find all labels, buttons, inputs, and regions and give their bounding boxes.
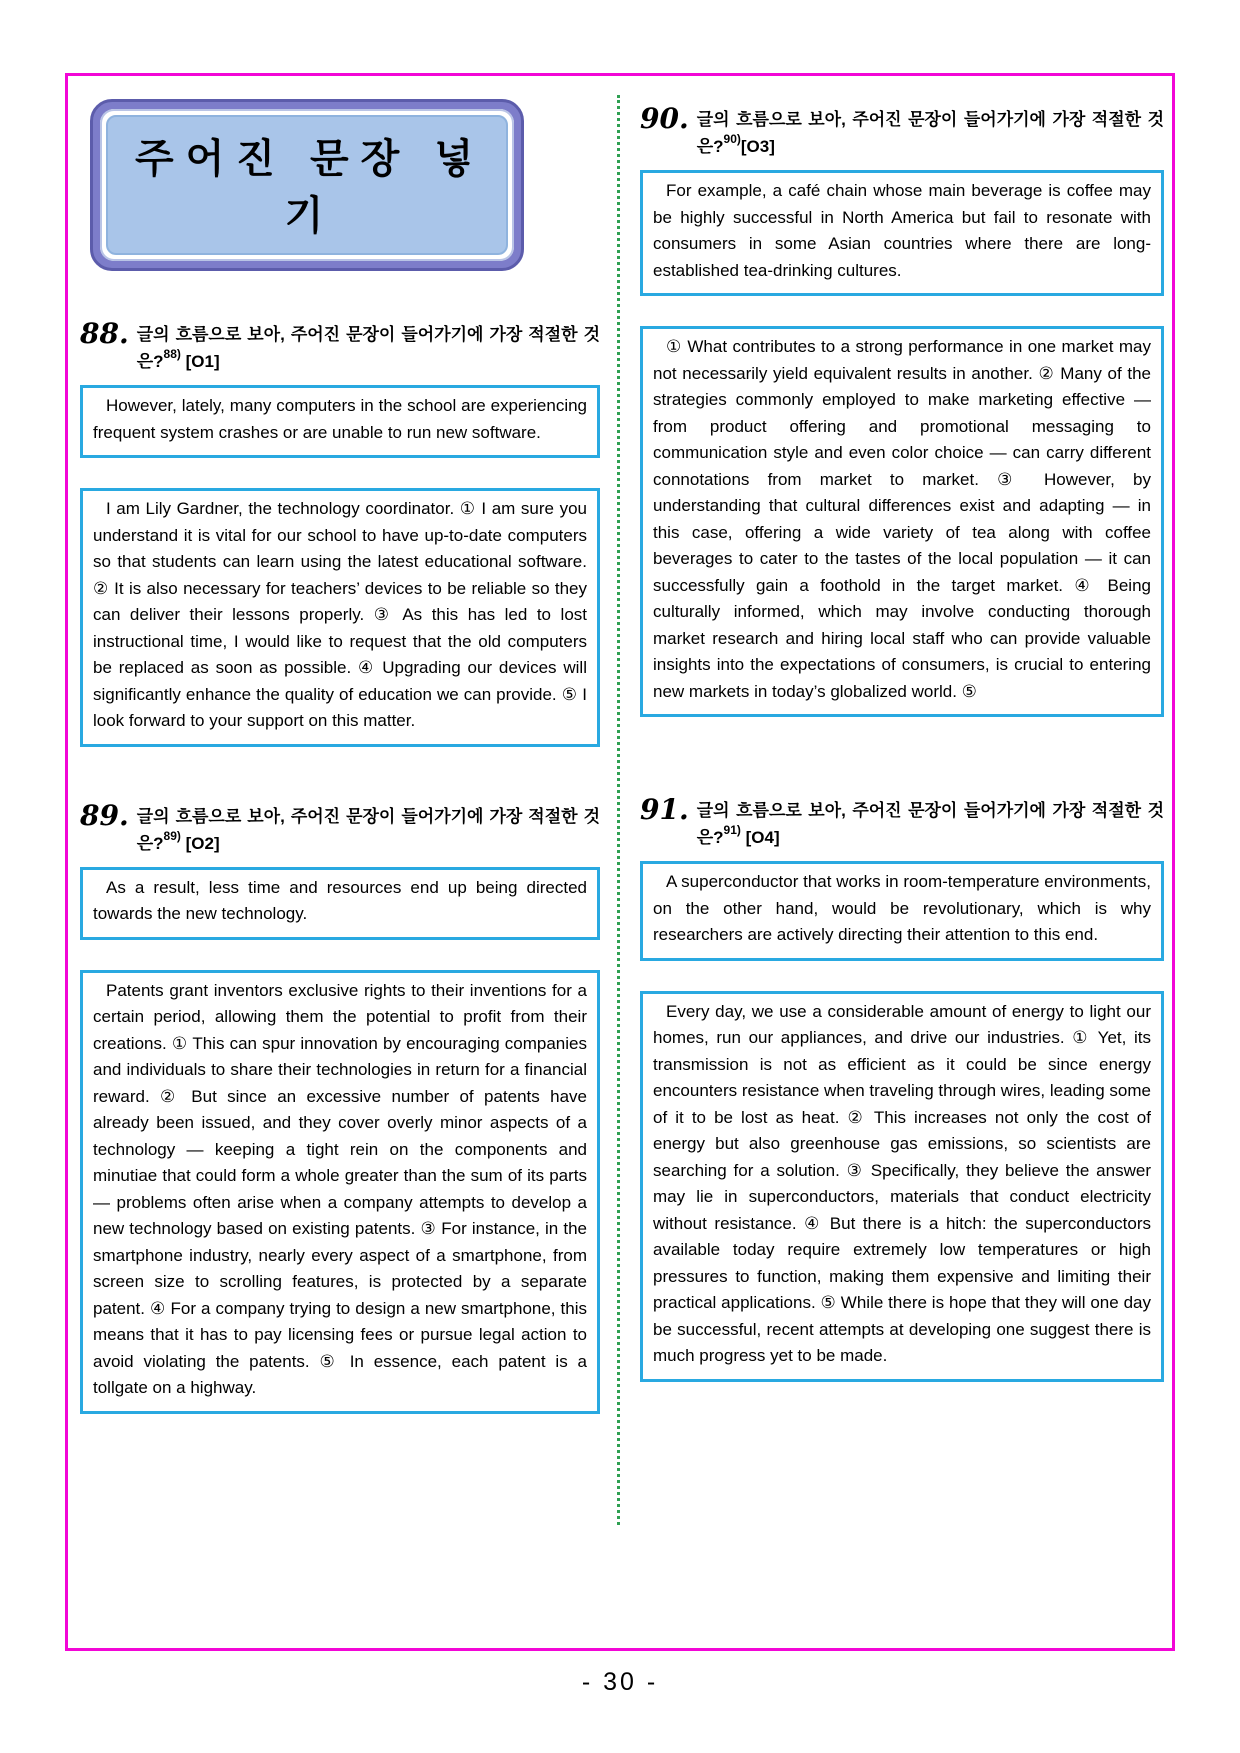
question-source: [O3] — [740, 137, 775, 156]
question-89 — [80, 798, 600, 1414]
passage-box — [640, 326, 1164, 717]
passage-box — [80, 488, 600, 747]
question-number: 90. — [640, 102, 689, 135]
passage-box — [80, 970, 600, 1414]
question-source: [O1] — [185, 352, 220, 371]
passage-text: I am Lily Gardner, the technology coordinator. ① I am sure you understand it is vital for our school to have up-to-date computers so that students can learn using the latest educational software. ② It is also necessary for teachers’ devices to be reliable so they can deliver their lessons properly. ③ As this has led to lost instructional time, I would like to request that the old computers be replaced as soon as possible. ④ Upgrading our devices will significantly enhance the quality of education we can provide. ⑤ I look forward to your support on this matter. — [93, 499, 587, 730]
footnote-ref: 91) — [723, 823, 741, 838]
question-source: [O4] — [745, 828, 780, 847]
footnote-ref: 88) — [163, 347, 181, 362]
passage-text: ① What contributes to a strong performance in one market may not necessarily yield equivalent results in another. ② Many of the strategies commonly employed to make marketing effective — from product offering and promotional messaging to communication style and even color choice — can carry different connotations from market to market. ③ However, by understanding that cultural differences exist and adapting — in this case, offering a wide variety of tea along with coffee beverages to cater to the tastes of the local population — it can successfully gain a foothold in the target market. ④ Being culturally informed, which may involve conducting thorough market research and hiring local staff who can provide valuable insights into the expectations of consumers, is crucial to entering new markets in today’s globalized world. ⑤ — [653, 337, 1151, 701]
prompt-text: 글의 흐름으로 보아, 주어진 문장이 들어가기에 가장 적절한 것은? — [136, 325, 600, 371]
question-number: 88. — [80, 317, 129, 350]
question-90 — [640, 102, 1164, 717]
section-title-banner — [90, 99, 524, 271]
question-source: [O2] — [185, 833, 220, 853]
given-sentence: A superconductor that works in room-temperature environments, on the other hand, would be revolutionary, which is why researchers are actively directing their attention to this end. — [653, 872, 1151, 944]
passage-box — [640, 991, 1164, 1382]
prompt-text: 글의 흐름으로 보아, 주어진 문장이 들어가기에 가장 적절한 것은? — [696, 801, 1164, 847]
prompt-text: 글의 흐름으로 보아, 주어진 문장이 들어가기에 가장 적절한 것은? — [696, 110, 1164, 156]
question-header — [80, 317, 600, 375]
right-column — [640, 102, 1164, 1438]
question-number: 89. — [80, 798, 129, 832]
question-91 — [640, 793, 1164, 1382]
left-column — [80, 95, 600, 1470]
given-sentence-box — [640, 861, 1164, 961]
page-number: - 30 - — [581, 1668, 659, 1696]
question-prompt — [137, 321, 600, 375]
given-sentence-box — [80, 867, 600, 940]
footnote-ref: 89) — [163, 828, 181, 843]
question-header — [640, 102, 1164, 160]
column-divider — [617, 95, 620, 1525]
question-88 — [80, 317, 600, 747]
footnote-ref: 90) — [723, 132, 741, 147]
question-header — [640, 793, 1164, 851]
given-sentence-box — [80, 385, 600, 458]
question-header — [80, 798, 600, 857]
given-sentence: However, lately, many computers in the school are experiencing frequent system crashes or are unable to run new software. — [93, 396, 587, 442]
given-sentence: As a result, less time and resources end up being directed towards the new technology. — [93, 877, 587, 923]
passage-text: Every day, we use a considerable amount of energy to light our homes, run our appliances, and drive our industries. ① Yet, its transmission is not as efficient as it could be since energy encounters resistance when traveling through wires, leading some of it to be lost as heat. ② This increases not only the cost of energy but also greenhouse gas emissions, so scientists are searching for a solution. ③ Specifically, they believe the answer may lie in superconductors, materials that conduct electricity without resistance. ④ But there is a hitch: the superconductors available today require extremely low temperatures or high pressures to function, making them expensive and limiting their practical applications. ⑤ While there is hope that they will one day be successful, recent attempts at developing one suggest there is much progress yet to be made. — [653, 1001, 1151, 1365]
passage-text: Patents grant inventors exclusive rights to their inventions for a certain period, allowing them the potential to profit from their creations. ① This can spur innovation by encouraging companies and individuals to share their technologies in return for a financial reward. ② But since an excessive number of patents have already been issued, and they cover overly minor aspects of a technology — keeping a tight rein on the components and minutiae that could form a whole greater than the sum of its parts — problems often arise when a company attempts to develop a new technology based on existing patents. ③ For instance, in the smartphone industry, nearly every aspect of a smartphone, from screen size to scrolling features, is protected by a separate patent. ④ For a company trying to design a new smartphone, this means that it has to pay licensing fees or pursue legal action to avoid violating the patents. ⑤ In essence, each patent is a tollgate on a highway. — [93, 980, 587, 1397]
question-prompt — [697, 797, 1164, 851]
question-prompt — [137, 803, 600, 857]
question-prompt — [697, 106, 1164, 160]
question-number: 91. — [640, 793, 689, 826]
banner-frame — [100, 109, 514, 261]
prompt-text: 글의 흐름으로 보아, 주어진 문장이 들어가기에 가장 적절한 것은? — [136, 806, 600, 853]
banner-title: 주어진 문장 넣기 — [106, 115, 508, 255]
given-sentence: For example, a café chain whose main beverage is coffee may be highly successful in North America but fail to resonate with consumers in some Asian countries where there are long-established tea-drinking cultures. — [653, 181, 1151, 280]
given-sentence-box — [640, 170, 1164, 296]
